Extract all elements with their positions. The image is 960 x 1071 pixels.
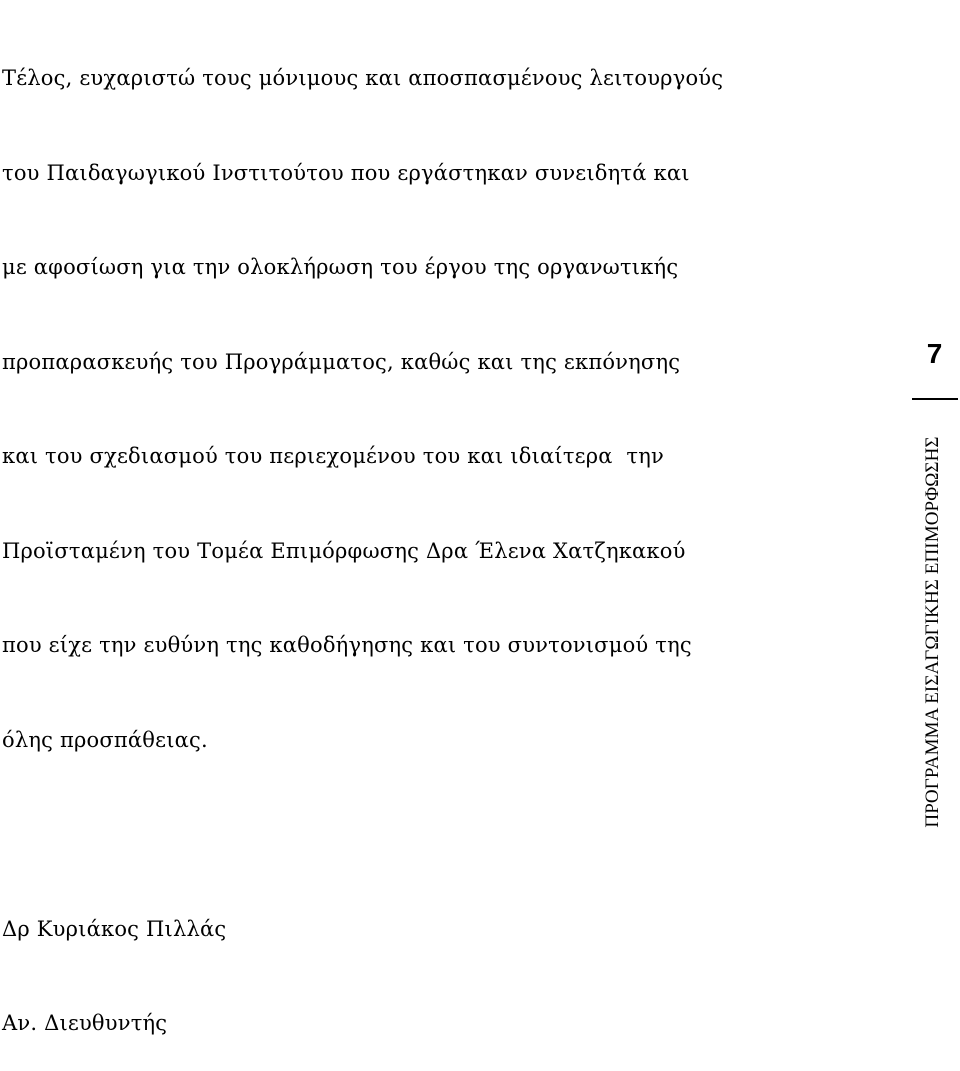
page-number-rule [912,398,958,400]
paragraph-line: προπαρασκευής του Προγράμματος, καθώς και της εκπόνησης [2,349,681,374]
page-number: 7 [926,338,943,369]
paragraph-line: με αφοσίωση για την ολοκλήρωση του έργου της οργανωτικής [2,255,679,279]
body-text [2,0,792,1071]
paragraph-line: Προϊσταμένη του Τομέα Επιμόρφωσης Δρα Έλενα Χατζηκακού [2,538,686,563]
signature-title: Αν. Διευθυντής [2,1011,168,1035]
paragraph-line: που είχε την ευθύνη της καθοδήγησης και του συντονισμού της [2,633,692,657]
signature-name: Δρ Κυριάκος Πιλλάς [2,916,227,941]
spacer [2,819,792,851]
paragraph-line: Τέλος, ευχαριστώ τους μόνιμους και αποσπασμένους λειτουργούς [2,66,724,90]
running-header-text: ΠΡΟΓΡΑΜΜΑ ΕΙΣΑΓΩΓΙΚΗΣ ΕΠΙΜΟΡΦΩΣΗΣ [922,436,943,828]
paragraph-line: του Παιδαγωγικού Ινστιτούτου που εργάστηκαν συνειδητά και [2,160,690,185]
paragraph-line: όλης προσπάθειας. [2,727,208,752]
paragraph-line: και του σχεδιασμού του περιεχομένου του και ιδιαίτερα την [2,444,664,468]
